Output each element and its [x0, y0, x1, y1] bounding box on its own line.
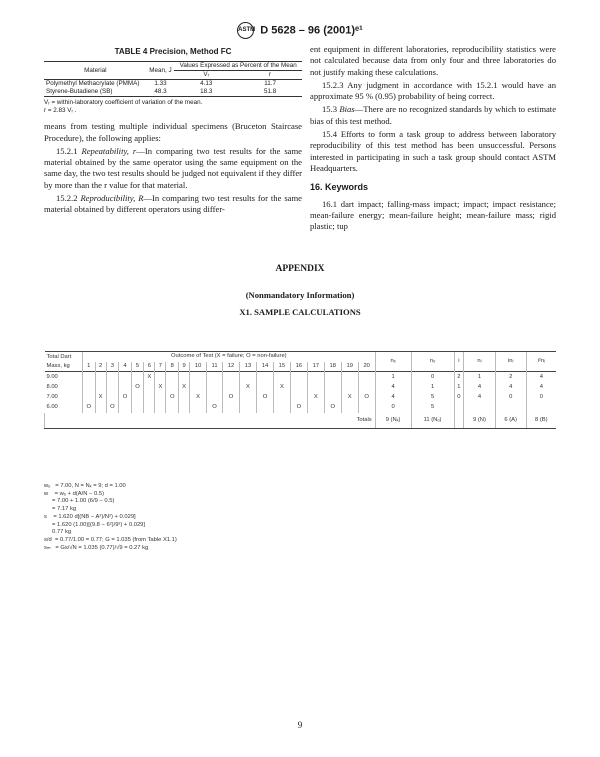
outcome-cell: X [273, 382, 290, 392]
stat-header: i [454, 352, 464, 372]
outcome-cell [324, 392, 341, 402]
outcome-cell [131, 372, 144, 382]
outcome-cell [207, 382, 223, 392]
outcome-cell [307, 402, 324, 412]
stat-cell: 4 [375, 382, 411, 392]
outcome-cell [155, 392, 166, 402]
page-header [0, 22, 600, 39]
paragraph: ent equipment in different laboratories, reproducibility statistics were not calculated because data from only four and three laboratories do not justify making these calculations. [310, 44, 556, 77]
mass-value: 7.00 [46, 393, 58, 400]
outcome-cell [324, 382, 341, 392]
mass-value: 8.00 [46, 383, 58, 390]
outcome-cell: O [256, 392, 273, 402]
cell-mean: 1.33 [154, 80, 167, 88]
outcome-cell: O [207, 402, 223, 412]
outcome-cell: X [307, 392, 324, 402]
outcome-cell [223, 382, 240, 392]
totals-label: Totals [45, 413, 376, 429]
calc-line: w = wₒ + d(A/N − 0.5) [44, 490, 105, 497]
para-heading: Reproducibility, R [80, 193, 144, 204]
outcome-cell [358, 402, 375, 412]
test-number: 13 [240, 362, 257, 372]
para-number: 15.2.1 [56, 145, 82, 156]
cell-vr: 4.13 [200, 80, 213, 88]
outcome-cell [240, 372, 257, 382]
test-number: 8 [166, 362, 179, 372]
stat-cell [464, 402, 496, 412]
outcome-cell [341, 382, 358, 392]
outcome-cell [95, 372, 106, 382]
outcome-cell: X [95, 392, 106, 402]
stat-header: nₒ [411, 352, 454, 372]
col-values: Values Expressed as Percent of the Mean [174, 62, 302, 71]
table-row [45, 372, 557, 382]
outcome-cell [155, 402, 166, 412]
section-title: X1. SAMPLE CALCULATIONS [239, 307, 361, 317]
stat-cell: 4 [464, 382, 496, 392]
outcome-cell: X [179, 382, 190, 392]
outcome-cell: O [358, 392, 375, 402]
mass-value: 6.00 [46, 404, 58, 411]
para-number: 15.2.2 [56, 193, 81, 204]
outcome-cell: O [106, 402, 119, 412]
para-text: —In comparing two test results for the same material obtained by different operators using differ- [44, 193, 302, 215]
outcome-cell [290, 372, 307, 382]
outcome-cell [256, 402, 273, 412]
total-cell: 6 (A) [495, 413, 526, 429]
total-cell: 11 (Nₒ) [411, 413, 454, 429]
outcome-cell [190, 372, 207, 382]
col-vr: Vᵣ [174, 71, 238, 80]
stat-cell: 4 [375, 392, 411, 402]
outcome-cell [273, 402, 290, 412]
test-number: 15 [273, 362, 290, 372]
test-number: 1 [83, 362, 96, 372]
outcome-cell [223, 372, 240, 382]
outcome-cell [324, 372, 341, 382]
cell-material: Polymethyl Methacrylate (PMMA) [46, 80, 140, 88]
para-number: 15.3 [322, 104, 340, 115]
outcome-cell [358, 372, 375, 382]
outcome-cell: O [83, 402, 96, 412]
astm-logo-icon: ASTM [237, 22, 254, 39]
staircase-table [44, 351, 556, 429]
outcome-header: Outcome of Test (X = failure; O = non-failure) [83, 352, 376, 362]
stat-cell: 4 [495, 382, 526, 392]
paragraph-15-3 [310, 104, 556, 127]
test-number: 20 [358, 362, 375, 372]
col-material: Material [44, 62, 147, 80]
table-note: r = 2.83 Vᵣ . [44, 107, 77, 115]
test-number: 3 [106, 362, 119, 372]
calc-line: s/d = 0.77/1.00 = 0.77; G = 1.035 (from Table X1.1) [44, 536, 177, 543]
outcome-cell [256, 372, 273, 382]
outcome-cell [341, 372, 358, 382]
page-number: 9 [297, 720, 303, 730]
outcome-cell [240, 402, 257, 412]
col-mean: Mean, J [147, 62, 175, 80]
cell-vr: 18.3 [174, 88, 238, 97]
stat-cell [454, 402, 464, 412]
right-column [310, 44, 556, 234]
outcome-cell: X [144, 372, 155, 382]
outcome-cell: O [119, 392, 132, 402]
calc-line: 0.77 kg [44, 529, 72, 536]
outcome-cell: O [131, 382, 144, 392]
test-number: 12 [223, 362, 240, 372]
stat-header: nᵢ [464, 352, 496, 372]
cell-r: 51.8 [238, 88, 302, 97]
paragraph: means from testing multiple individual specimens (Bruceton Staircase Procedure), the following applies: [44, 121, 302, 143]
outcome-cell: O [290, 402, 307, 412]
designation: D 5628 – 96 (2001)ᵉ¹ [260, 24, 363, 37]
stat-cell: 0 [495, 392, 526, 402]
para-heading: Repeatability, r [81, 145, 137, 156]
stat-header: nₓ [375, 352, 411, 372]
outcome-cell [155, 372, 166, 382]
stat-cell: 5 [411, 392, 454, 402]
total-cell: 8 (B) [526, 413, 556, 429]
outcome-cell [179, 402, 190, 412]
keywords-heading: 16. Keywords [310, 182, 369, 193]
stat-cell [495, 402, 526, 412]
calc-line: = 7.00 + 1.00 (6/9 − 0.5) [44, 498, 115, 505]
grid-header-row [45, 352, 557, 362]
appendix-subtitle: (Nonmandatory Information) [245, 290, 355, 300]
para-heading: Bias [339, 104, 355, 115]
stat-cell: 0 [375, 402, 411, 412]
mass-header: Total Dart Mass, kg [45, 352, 83, 372]
test-number: 2 [95, 362, 106, 372]
outcome-cell: X [190, 392, 207, 402]
outcome-cell [240, 392, 257, 402]
test-number: 16 [290, 362, 307, 372]
table-row [45, 382, 557, 392]
calculations [44, 483, 177, 552]
outcome-cell [106, 392, 119, 402]
test-number: 18 [324, 362, 341, 372]
stat-header: i²nᵢ [526, 352, 556, 372]
outcome-cell [190, 382, 207, 392]
stat-cell: 1 [375, 372, 411, 382]
table-note: Vᵣ = within-laboratory coefficient of variation of the mean. [44, 99, 203, 107]
paragraph-15-2-1 [44, 146, 302, 191]
col-r: r [238, 71, 302, 80]
table-row [44, 88, 302, 97]
outcome-cell [144, 382, 155, 392]
stat-cell: 0 [411, 372, 454, 382]
outcome-cell [179, 372, 190, 382]
test-number: 6 [144, 362, 155, 372]
paragraph-15-2-3: 15.2.3 Any judgment in accordance with 15.2.1 would have an approximate 95 % (0.95) probability of being correct. [310, 79, 556, 102]
test-number: 14 [256, 362, 273, 372]
outcome-cell [95, 382, 106, 392]
stat-cell [526, 402, 556, 412]
para-text: —There are no recognized standards by which to estimate bias of this test method. [310, 104, 557, 126]
table4-caption: TABLE 4 Precision, Method FC [114, 47, 232, 56]
outcome-cell [256, 382, 273, 392]
stat-cell: 0 [454, 392, 464, 402]
outcome-cell [83, 382, 96, 392]
calc-line: sₘ = Gs/√N = 1.035 (0.77)/√9 = 0.27 kg [44, 544, 149, 551]
outcome-cell [106, 382, 119, 392]
stat-cell: 0 [526, 392, 556, 402]
cell-mean: 48.3 [147, 88, 175, 97]
stat-cell: 5 [411, 402, 454, 412]
outcome-cell [207, 372, 223, 382]
outcome-cell [83, 392, 96, 402]
outcome-cell [131, 392, 144, 402]
totals-row [45, 413, 557, 429]
outcome-cell [223, 402, 240, 412]
stat-cell: 4 [464, 392, 496, 402]
outcome-cell: O [324, 402, 341, 412]
cell-r: 11.7 [264, 80, 276, 88]
outcome-cell [307, 382, 324, 392]
outcome-cell [190, 402, 207, 412]
outcome-cell [166, 372, 179, 382]
outcome-cell [358, 382, 375, 392]
test-number: 9 [179, 362, 190, 372]
test-number: 19 [341, 362, 358, 372]
outcome-cell [166, 402, 179, 412]
total-cell [454, 413, 464, 429]
stat-cell: 2 [495, 372, 526, 382]
stat-cell: 4 [526, 382, 556, 392]
outcome-cell: X [155, 382, 166, 392]
stat-cell: 1 [464, 372, 496, 382]
outcome-cell: X [341, 392, 358, 402]
stat-cell: 2 [454, 372, 464, 382]
test-number: 11 [207, 362, 223, 372]
mass-value: 9.00 [45, 372, 83, 382]
total-cell: 9 (N) [464, 413, 496, 429]
outcome-cell: X [240, 382, 257, 392]
outcome-cell [83, 372, 96, 382]
test-number: 7 [155, 362, 166, 372]
outcome-cell [290, 392, 307, 402]
outcome-cell [273, 372, 290, 382]
test-number: 4 [119, 362, 132, 372]
outcome-cell [144, 402, 155, 412]
table-notes [44, 99, 302, 115]
outcome-cell: O [166, 392, 179, 402]
outcome-cell [307, 372, 324, 382]
test-number: 10 [190, 362, 207, 372]
precision-table [44, 61, 302, 97]
outcome-cell [179, 392, 190, 402]
table-row [44, 80, 302, 89]
outcome-cell [131, 402, 144, 412]
stat-cell: 1 [454, 382, 464, 392]
stat-cell: 1 [411, 382, 454, 392]
outcome-cell [290, 382, 307, 392]
outcome-cell [207, 392, 223, 402]
test-number: 17 [307, 362, 324, 372]
calc-line: wₒ = 7.00, N = Nₓ = 9; d = 1.00 [44, 483, 126, 489]
outcome-cell [119, 372, 132, 382]
cell-material: Styrene-Butadiene (SB) [44, 88, 147, 97]
appendix-title: APPENDIX [275, 264, 325, 274]
outcome-cell [341, 402, 358, 412]
calc-line: = 1.620 (1.00)[(9.8 − 6²)/9²) + 0.029] [44, 521, 146, 528]
calc-line: = 7.17 kg [44, 506, 77, 513]
total-cell: 9 (Nₓ) [375, 413, 411, 429]
test-number: 5 [131, 362, 144, 372]
keywords-text: 16.1 dart impact; falling-mass impact; impact; impact resistance; mean-failure energy; mean-failure height; mean-failure mass; rigid plastic; tup [310, 198, 556, 232]
outcome-cell [144, 392, 155, 402]
stat-cell: 4 [526, 372, 556, 382]
outcome-cell [166, 382, 179, 392]
table-row [45, 402, 557, 412]
calc-line: s = 1.620 d[(NB − A²)/N²) + 0.029] [44, 513, 136, 520]
outcome-cell [273, 392, 290, 402]
outcome-cell: O [223, 392, 240, 402]
outcome-cell [106, 372, 119, 382]
outcome-cell [95, 402, 106, 412]
left-column [44, 44, 302, 218]
outcome-cell [119, 382, 132, 392]
paragraph-15-4: 15.4 Efforts to form a task group to address between laboratory reproducibility of this test method has been unsuccessful. Persons interested in participating in such a task group should contact ASTM Headquarters. [310, 129, 556, 173]
para-text: —In comparing two test results for the same material obtained by the same operator using the same equipment on the same day, the two test results should be judged not equivalent if they differ by more than the r value for that material. [44, 145, 302, 190]
paragraph-15-2-2 [44, 193, 302, 216]
stat-header: inᵢ [495, 352, 526, 372]
table-row [45, 392, 557, 402]
outcome-cell [119, 402, 132, 412]
